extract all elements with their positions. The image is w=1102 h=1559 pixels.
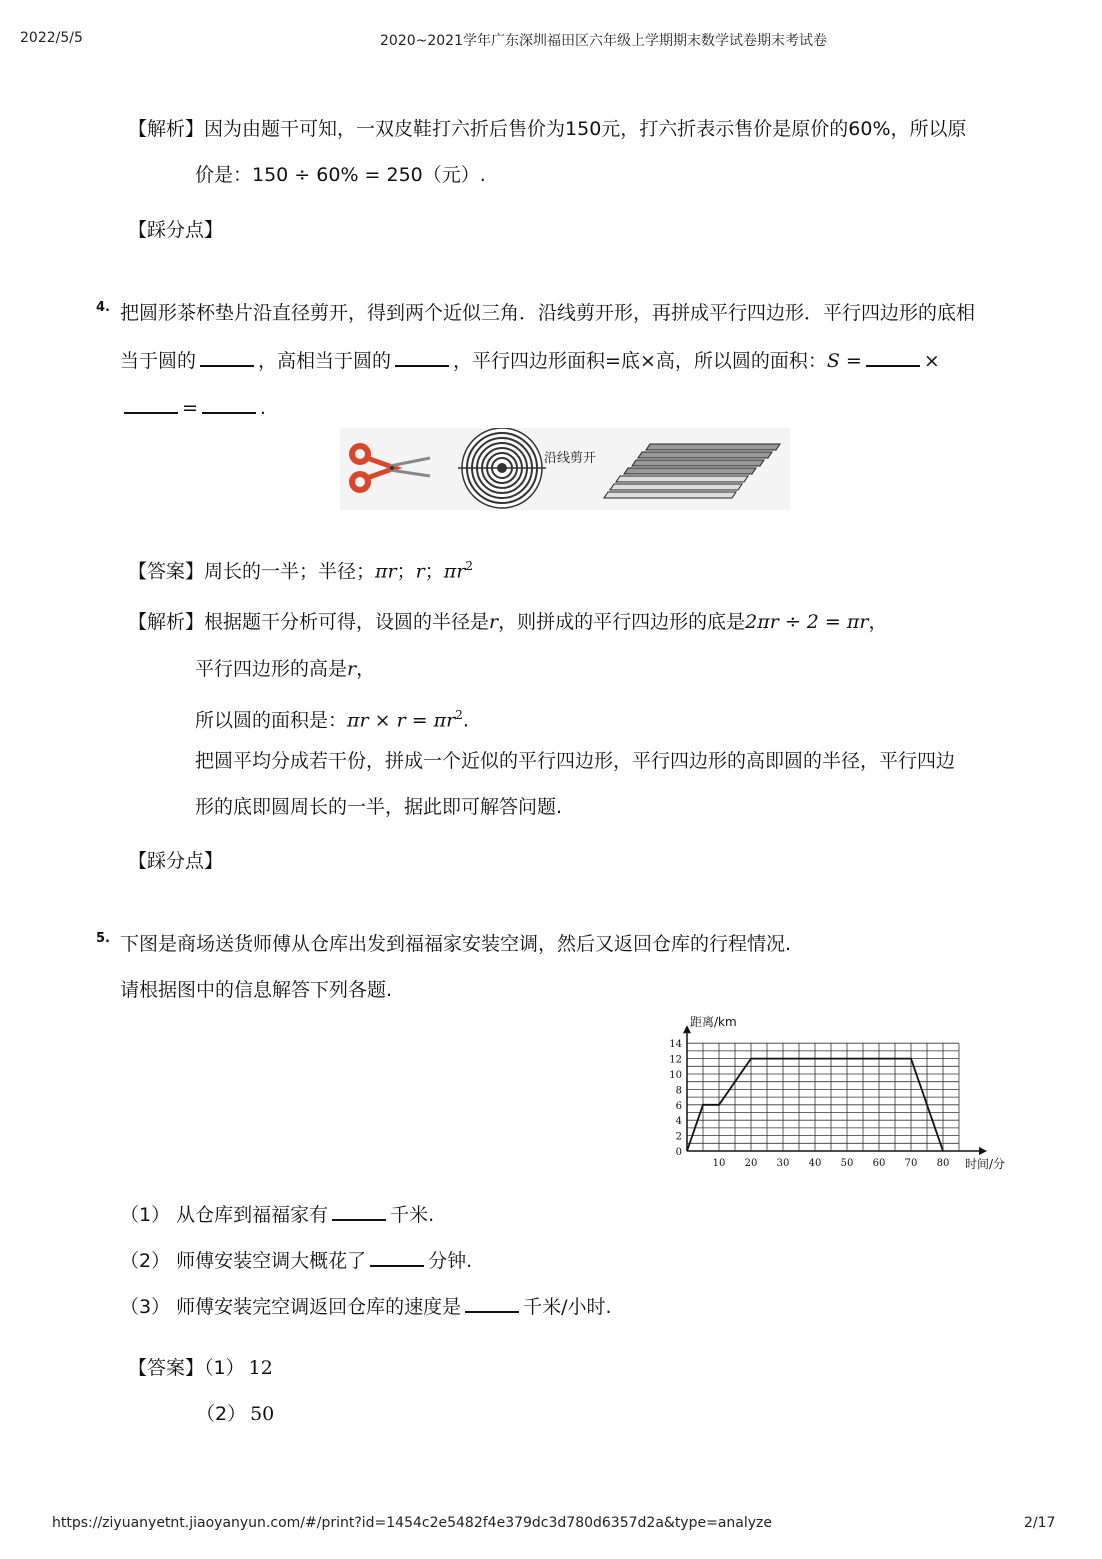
- question-number-4: 4.: [96, 300, 110, 315]
- analysis-tag: 【解析】: [128, 118, 205, 140]
- q5-sub1: （1） 从仓库到福福家有 千米.: [120, 1201, 434, 1227]
- q3-analysis-line1: 【解析】因为由题干可知，一双皮鞋打六折后售价为150元，打六折表示售价是原价的60%，所以原: [128, 118, 967, 140]
- distance-time-chart: [660, 1010, 1020, 1175]
- page-url: https://ziyuanyetnt.jiaoyanyun.com/#/print?id=1454c2e5482f4e379dc3d780d6357d2a&type=analyze: [52, 1515, 772, 1531]
- q4-points-tag: 【踩分点】: [128, 850, 224, 872]
- x-tick-label: 10: [712, 1158, 726, 1169]
- q4-analysis-line2: 平行四边形的高是r，: [195, 658, 376, 680]
- analysis-tag: 【解析】: [128, 611, 205, 633]
- q5-sub3: （3） 师傅安装完空调返回仓库的速度是 千米/小时.: [120, 1293, 612, 1319]
- answer-blank[interactable]: [395, 347, 449, 367]
- q5-answer-1: 【答案】（1） 12: [128, 1357, 273, 1379]
- print-date: 2022/5/5: [20, 30, 83, 46]
- question-number-5: 5.: [96, 931, 110, 946]
- q4-stem-line3: = .: [120, 394, 266, 420]
- q4-analysis-line3: 所以圆的面积是：$\pi r \times r = \pi r^2$.: [195, 708, 469, 732]
- answer-blank[interactable]: [465, 1293, 519, 1313]
- q5-answer-2: （2） 50: [196, 1403, 275, 1425]
- y-tick-label: 10: [669, 1070, 682, 1081]
- q4-stem-line1: 把圆形茶杯垫片沿直径剪开，得到两个近似三角．沿线剪开形，再拼成平行四边形．平行四边形的底相: [120, 302, 976, 324]
- y-tick-label: 8: [675, 1085, 682, 1097]
- q3-analysis-line2: 价是：150 ÷ 60% = 250（元）.: [195, 164, 486, 186]
- x-tick-label: 40: [808, 1158, 822, 1169]
- x-tick-label: 80: [936, 1158, 950, 1169]
- q4-figure: [340, 428, 790, 510]
- answer-tag: 【答案】: [128, 560, 205, 583]
- y-tick-label: 14: [669, 1039, 682, 1051]
- answer-blank[interactable]: [370, 1247, 424, 1267]
- q4-analysis-line5: 形的底即圆周长的一半，据此即可解答问题.: [195, 796, 563, 818]
- x-tick-label: 20: [744, 1158, 758, 1169]
- x-axis-arrow: [979, 1147, 987, 1155]
- y-axis-label: 距离/km: [690, 1015, 737, 1029]
- page-number: 2/17: [1024, 1515, 1056, 1531]
- y-tick-label: 6: [675, 1100, 682, 1112]
- y-tick-label: 0: [675, 1147, 682, 1158]
- x-tick-label: 60: [872, 1158, 886, 1169]
- answer-blank[interactable]: [332, 1201, 386, 1221]
- q4-answer: 【答案】周长的一半；半径；πr；r；$\pi r^2$: [128, 559, 473, 583]
- q4-stem-line2: 当于圆的 ，高相当于圆的 ，平行四边形面积=底×高，所以圆的面积：S = ×: [120, 347, 940, 373]
- q5-sub2: （2） 师傅安装空调大概花了 分钟.: [120, 1247, 472, 1273]
- q4-analysis-line1: 【解析】根据题干分析可得，设圆的半径是r，则拼成的平行四边形的底是2πr ÷ 2 = πr，: [128, 611, 888, 633]
- q5-stem-line1: 下图是商场送货师傅从仓库出发到福福家安装空调，然后又返回仓库的行程情况.: [120, 933, 792, 955]
- x-axis-label: 时间/分: [965, 1157, 1006, 1171]
- answer-tag: 【答案】: [128, 1357, 205, 1379]
- answer-blank[interactable]: [866, 347, 920, 367]
- q3-points-tag: 【踩分点】: [128, 219, 224, 241]
- y-tick-label: 4: [675, 1116, 682, 1128]
- answer-blank[interactable]: [200, 347, 254, 367]
- y-tick-label: 12: [669, 1054, 682, 1066]
- q5-stem-line2: 请根据图中的信息解答下列各题.: [120, 979, 393, 1001]
- answer-blank[interactable]: [202, 394, 256, 414]
- document-title: 2020~2021学年广东深圳福田区六年级上学期期末数学试卷期末考试卷: [380, 33, 827, 49]
- x-tick-label: 30: [776, 1158, 790, 1169]
- y-tick-label: 2: [675, 1131, 682, 1143]
- x-tick-label: 70: [904, 1158, 918, 1169]
- cut-along-line-label: 沿线剪开: [544, 451, 597, 466]
- q4-analysis-line4: 把圆平均分成若干份，拼成一个近似的平行四边形，平行四边形的高即圆的半径，平行四边: [195, 750, 956, 772]
- answer-blank[interactable]: [124, 394, 178, 414]
- x-tick-label: 50: [840, 1158, 854, 1169]
